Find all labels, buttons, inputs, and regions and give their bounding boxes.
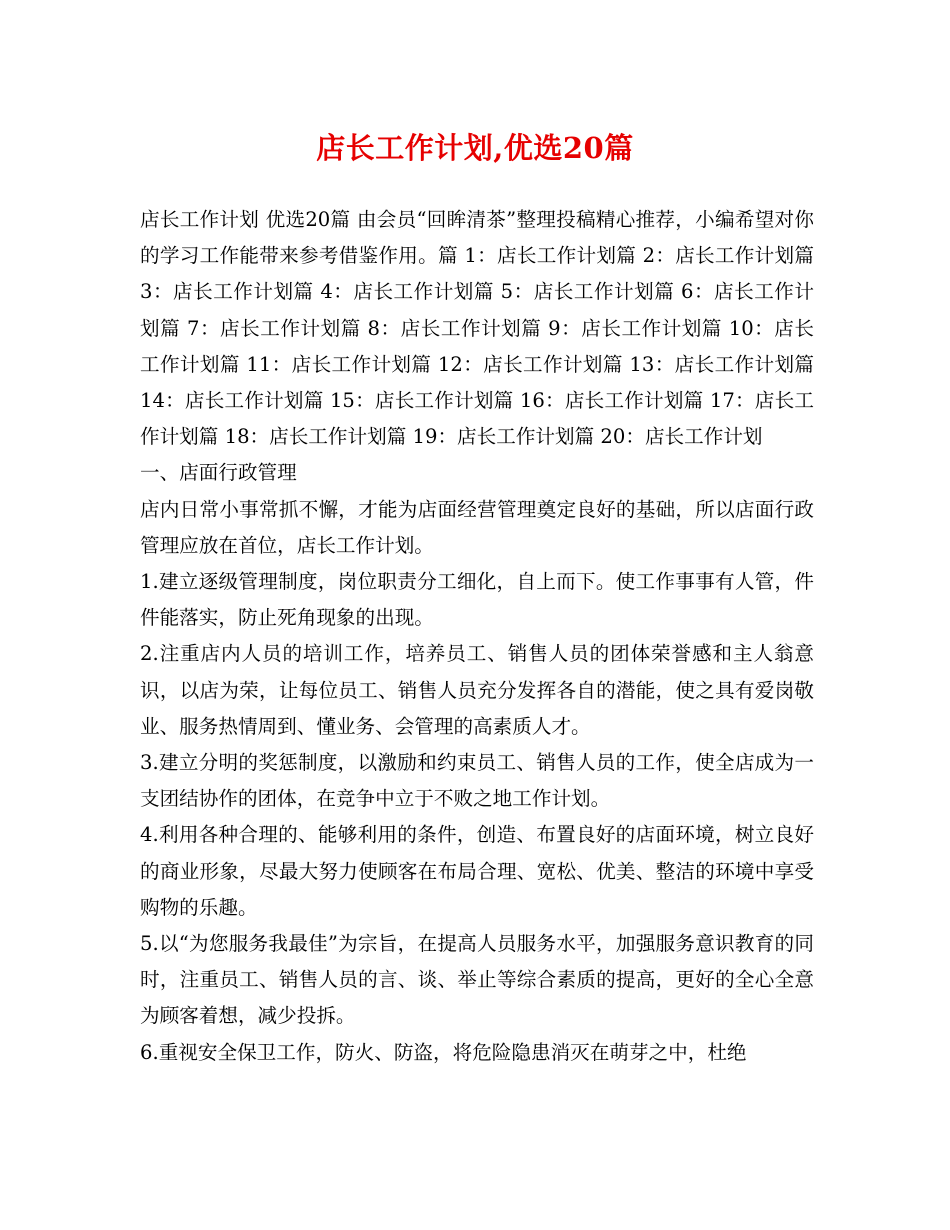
document-body bbox=[140, 202, 814, 1071]
section-heading: 一、店面行政管理 bbox=[140, 461, 297, 485]
document-title: 店长工作计划,优选20篇 bbox=[316, 131, 634, 165]
list-item-6: 6.重视安全保卫工作，防火、防盗，将危险隐患消灭在萌芽之中，杜绝 bbox=[140, 1040, 747, 1064]
list-item-4: 4.利用各种合理的、能够利用的条件，创造、布置良好的店面环境，树立良好的商业形象，尽最大努力使顾客在布局合理、宽松、优美、整洁的环境中享受购物的乐趣。 bbox=[140, 823, 814, 919]
list-item-3: 3.建立分明的奖惩制度，以激励和约束员工、销售人员的工作，使全店成为一支团结协作的团体，在竞争中立于不败之地工作计划。 bbox=[140, 751, 814, 811]
list-item-1: 1.建立逐级管理制度，岗位职责分工细化，自上而下。使工作事事有人管，件件能落实，防止死角现象的出现。 bbox=[140, 570, 814, 630]
list-item-2: 2.注重店内人员的培训工作，培养员工、销售人员的团体荣誉感和主人翁意识，以店为荣，让每位员工、销售人员充分发挥各自的潜能，使之具有爱岗敬业、服务热情周到、懂业务、会管理的高素质人才。 bbox=[140, 642, 814, 738]
intro-paragraph: 店长工作计划 优选20篇 由会员“回眸清茶”整理投稿精心推荐，小编希望对你的学习工作能带来参考借鉴作用。篇 1：店长工作计划篇 2：店长工作计划篇 3：店长工作计划篇 4：店长工作计划篇 5：店长工作计划篇 6：店长工作计划篇 7：店长工作计划篇 8：店长工作计划篇 9：店长工作计划篇 10：店长工作计划篇 11：店长工作计划篇 12：店长工作计划篇 13：店长工作计划篇 14：店长工作计划篇 15：店长工作计划篇 16：店长工作计划篇 17：店长工作计划篇 18：店长工作计划篇 19：店长工作计划篇 20：店长工作计划 bbox=[140, 208, 814, 449]
list-item-5: 5.以“为您服务我最佳”为宗旨，在提高人员服务水平，加强服务意识教育的同时，注重员工、销售人员的言、谈、举止等综合素质的提高，更好的全心全意为顾客着想，减少投拆。 bbox=[140, 932, 814, 1028]
section-intro-paragraph: 店内日常小事常抓不懈，才能为店面经营管理奠定良好的基础，所以店面行政管理应放在首位，店长工作计划。 bbox=[140, 497, 814, 557]
